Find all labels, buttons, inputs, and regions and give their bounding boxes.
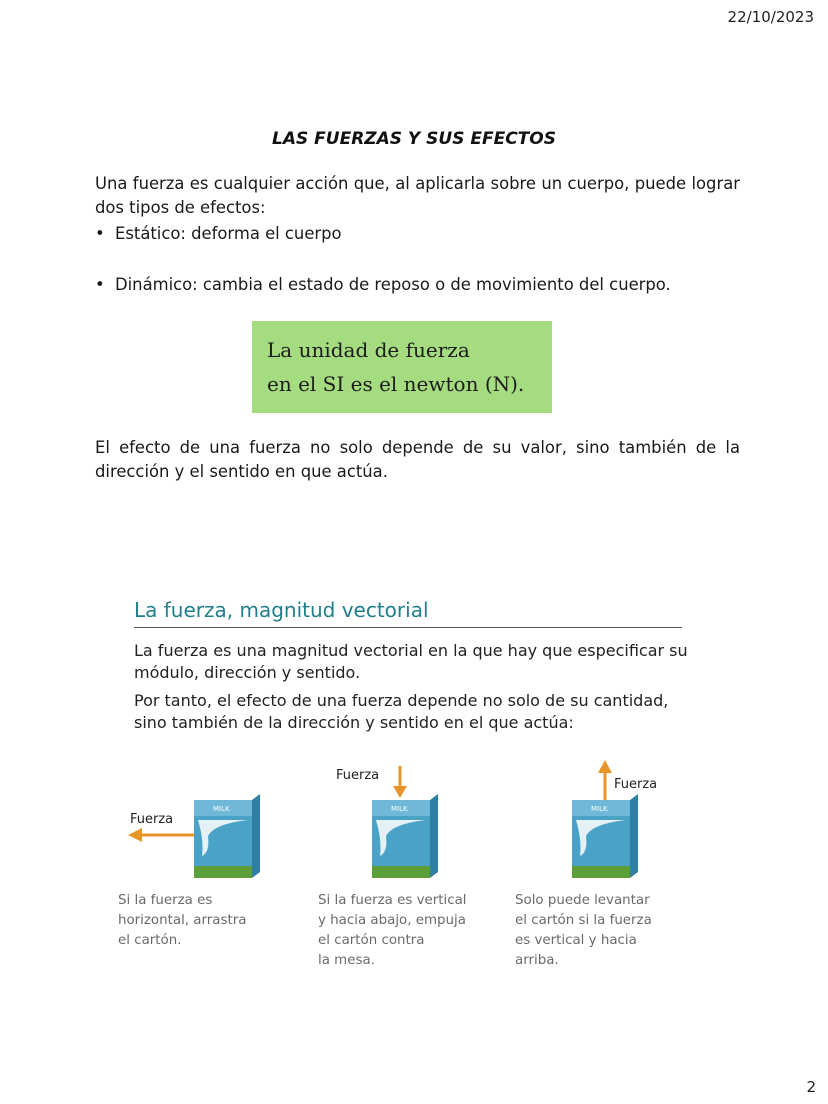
- intro-paragraph: Una fuerza es cualquier acción que, al aplicarla sobre un cuerpo, puede lograr dos tipos de efectos:: [95, 174, 740, 217]
- force-label-up: Fuerza: [614, 777, 658, 792]
- caption-down: [318, 891, 467, 971]
- figure-paragraph-1: La fuerza es una magnitud vectorial en la que hay que especificar su módulo, dirección y sentido.: [134, 641, 688, 682]
- caption-down-line-1: Si la fuerza es vertical: [318, 893, 467, 908]
- caption-down-line-4: la mesa.: [318, 953, 375, 968]
- bullet-static: [95, 222, 342, 246]
- carton-up-illustration: [560, 756, 650, 890]
- si-unit-box: [252, 321, 552, 413]
- carton-down-illustration: [360, 764, 450, 890]
- si-unit-line-2: en el SI es el newton (N).: [267, 372, 525, 396]
- force-arrow-down-icon: [393, 766, 407, 798]
- force-label-down: Fuerza: [336, 768, 380, 783]
- caption-horizontal-line-1: Si la fuerza es: [118, 893, 213, 908]
- carton-label-1: MILK: [213, 805, 230, 813]
- force-arrow-up-icon: [598, 760, 612, 800]
- milk-carton-icon: [194, 794, 260, 878]
- bullet-icon: •: [95, 224, 105, 243]
- caption-up-line-1: Solo puede levantar: [515, 893, 650, 908]
- caption-horizontal: [118, 891, 246, 951]
- caption-up-line-4: arriba.: [515, 953, 559, 968]
- caption-horizontal-line-2: horizontal, arrastra: [118, 913, 247, 928]
- date: 22/10/2023: [727, 8, 814, 26]
- carton-label-3: MILK: [591, 805, 608, 813]
- caption-down-line-2: y hacia abajo, empuja: [318, 913, 466, 928]
- carton-horizontal-illustration: [118, 790, 268, 890]
- si-unit-line-1: La unidad de fuerza: [267, 338, 470, 362]
- caption-horizontal-line-3: el cartón.: [118, 933, 182, 948]
- bullet-static-text: Estático: deforma el cuerpo: [115, 224, 342, 243]
- caption-down-line-3: el cartón contra: [318, 933, 425, 948]
- page-number: 2: [806, 1078, 816, 1096]
- milk-carton-icon: [372, 794, 438, 878]
- bullet-dynamic-text: Dinámico: cambia el estado de reposo o de movimiento del cuerpo.: [115, 275, 671, 294]
- figure-heading: La fuerza, magnitud vectorial: [134, 598, 429, 622]
- figure-divider: [134, 627, 682, 628]
- figure-paragraph-2: Por tanto, el efecto de una fuerza depende no solo de su cantidad, sino también de la dirección y sentido en el que actúa:: [134, 691, 669, 732]
- milk-carton-icon: [572, 794, 638, 878]
- carton-label-2: MILK: [391, 805, 408, 813]
- bullet-dynamic: [95, 273, 671, 297]
- force-arrow-left-icon: [128, 828, 194, 842]
- bullet-icon: •: [95, 275, 105, 294]
- caption-up: [515, 891, 652, 971]
- effect-paragraph: El efecto de una fuerza no solo depende de su valor, sino también de la dirección y el sentido en que actúa.: [95, 438, 740, 481]
- force-label-horizontal: Fuerza: [130, 812, 174, 827]
- page-title: LAS FUERZAS Y SUS EFECTOS: [272, 129, 556, 149]
- caption-up-line-3: es vertical y hacia: [515, 933, 637, 948]
- caption-up-line-2: el cartón si la fuerza: [515, 913, 652, 928]
